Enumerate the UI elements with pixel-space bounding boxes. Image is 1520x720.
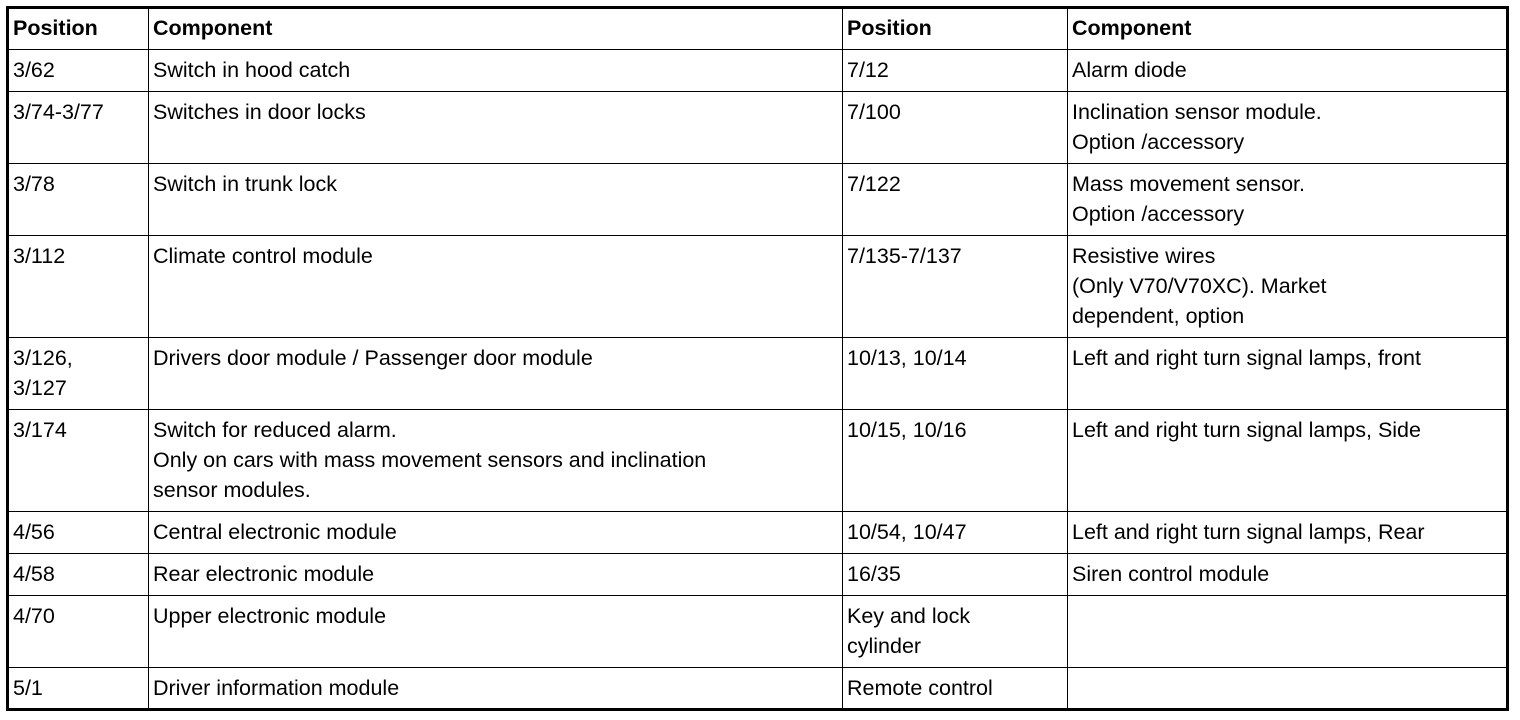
component-cell: Central electronic module [149,512,843,554]
component-cell: Resistive wires (Only V70/V70XC). Market dependent, option [1068,236,1508,338]
component-cell [1068,668,1508,710]
position-cell: 5/1 [8,668,149,710]
table-row [8,554,1508,596]
component-cell: Left and right turn signal lamps, Rear [1068,512,1508,554]
header-position-2: Position [843,8,1068,50]
component-cell: Switch for reduced alarm. Only on cars with mass movement sensors and inclination sensor modules. [149,410,843,512]
component-cell: Siren control module [1068,554,1508,596]
table-header-row [8,8,1508,50]
position-cell: 10/13, 10/14 [843,338,1068,410]
position-cell: Remote control [843,668,1068,710]
table-row [8,50,1508,92]
position-cell: Key and lock cylinder [843,596,1068,668]
position-cell: 4/58 [8,554,149,596]
position-cell: 3/74-3/77 [8,92,149,164]
position-cell: 3/112 [8,236,149,338]
table-row [8,164,1508,236]
position-cell: 7/12 [843,50,1068,92]
table-row [8,92,1508,164]
component-cell: Inclination sensor module. Option /accessory [1068,92,1508,164]
component-cell: Upper electronic module [149,596,843,668]
position-cell: 7/135-7/137 [843,236,1068,338]
component-cell: Rear electronic module [149,554,843,596]
position-cell: 3/174 [8,410,149,512]
position-cell: 7/100 [843,92,1068,164]
position-cell: 10/54, 10/47 [843,512,1068,554]
position-cell: 10/15, 10/16 [843,410,1068,512]
component-cell: Drivers door module / Passenger door module [149,338,843,410]
position-cell: 4/56 [8,512,149,554]
component-cell: Alarm diode [1068,50,1508,92]
table-row [8,410,1508,512]
table-row [8,236,1508,338]
component-cell: Left and right turn signal lamps, Side [1068,410,1508,512]
table-row [8,338,1508,410]
position-cell: 16/35 [843,554,1068,596]
position-cell: 3/78 [8,164,149,236]
component-position-table [6,6,1509,711]
component-cell: Switches in door locks [149,92,843,164]
component-cell: Driver information module [149,668,843,710]
component-cell [1068,596,1508,668]
table-row [8,668,1508,710]
header-component-1: Component [149,8,843,50]
header-component-2: Component [1068,8,1508,50]
position-cell: 3/126, 3/127 [8,338,149,410]
table-row [8,512,1508,554]
component-cell: Switch in trunk lock [149,164,843,236]
position-cell: 4/70 [8,596,149,668]
table-row [8,596,1508,668]
header-position-1: Position [8,8,149,50]
component-cell: Climate control module [149,236,843,338]
component-cell: Mass movement sensor. Option /accessory [1068,164,1508,236]
position-cell: 7/122 [843,164,1068,236]
position-cell: 3/62 [8,50,149,92]
component-cell: Left and right turn signal lamps, front [1068,338,1508,410]
component-cell: Switch in hood catch [149,50,843,92]
